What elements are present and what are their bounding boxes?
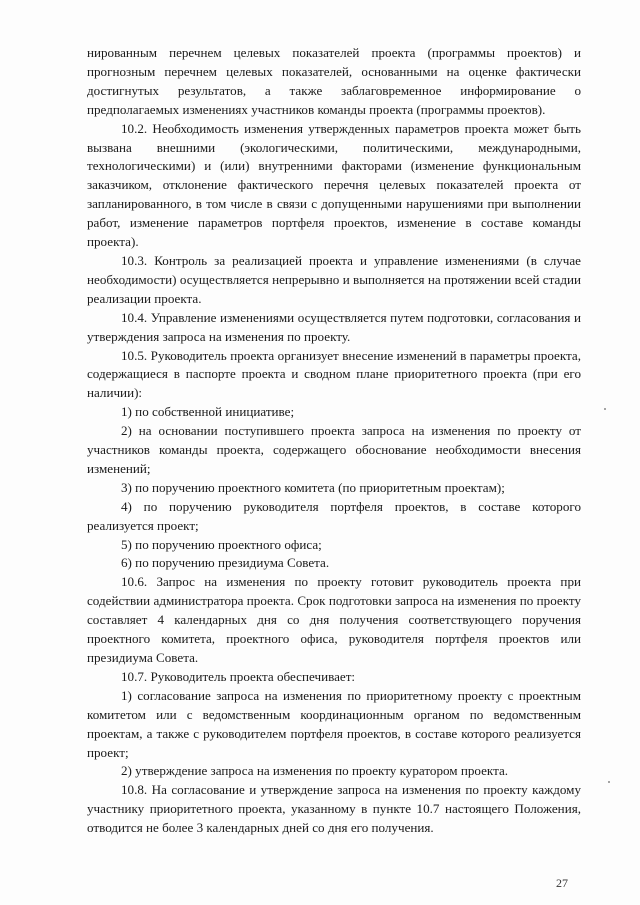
list-item-10-5-1: 1) по собственной инициативе; bbox=[121, 404, 295, 420]
list-item-10-5-4: 4) по поручению руководителя портфеля проектов, в составе которого реализуется проект; bbox=[87, 498, 581, 533]
paragraph-10-7: 10.7. Руководитель проекта обеспечивает: bbox=[121, 668, 356, 684]
page-body bbox=[87, 44, 581, 838]
list-item-10-5-6: 6) по поручению президиума Совета. bbox=[121, 555, 330, 571]
scan-speck bbox=[604, 408, 606, 410]
page-number: 27 bbox=[556, 876, 568, 890]
paragraph-10-4: 10.4. Управление изменениями осуществляется путем подготовки, согласования и утверждения запроса на изменения по проекту. bbox=[87, 309, 581, 344]
paragraph-continuation: нированным перечнем целевых показателей проекта (программы проектов) и прогнозным перечнем целевых показателей, основанными на оценке фактически достигнутых результатов, а также заблаговременное информирование о предполагаемых изменениях участников команды проекта (программы проектов). bbox=[87, 45, 581, 117]
paragraph-10-2: 10.2. Необходимость изменения утвержденных параметров проекта может быть вызвана внешними (экологическими, политическими, международными, технологическими) и (или) внутренними факторами (изменение функциональным заказчиком, отклонение фактического перечня целевых показателей проекта от запланированного, в том числе в связи с допущенными нарушениями при выполнении работ, изменение параметров портфеля проектов, изменение в составе команды проекта). bbox=[87, 120, 581, 250]
paragraph-10-6: 10.6. Запрос на изменения по проекту готовит руководитель проекта при содействии администратора проекта. Срок подготовки запроса на изменения по проекту составляет 4 календарных дня со дня получения соответствующего поручения проектного комитета, проектного офиса, руководителя портфеля проектов или президиума Совета. bbox=[87, 574, 581, 665]
list-item-10-5-3: 3) по поручению проектного комитета (по приоритетным проектам); bbox=[121, 479, 505, 495]
list-item-10-7-1: 1) согласование запроса на изменения по приоритетному проекту с проектным комитетом или с ведомственным координационным органом по ведомственным проектам, а также с руководителем портфеля проектов, в составе которого реализуется проект; bbox=[87, 687, 581, 760]
list-item-10-7-2: 2) утверждение запроса на изменения по проекту куратором проекта. bbox=[121, 763, 509, 779]
list-item-10-5-5: 5) по поручению проектного офиса; bbox=[121, 536, 322, 552]
list-item-10-5-2: 2) на основании поступившего проекта запроса на изменения по проекту от участников команды проекта, содержащего обоснование необходимости внесения изменений; bbox=[87, 423, 581, 476]
paragraph-10-8: 10.8. На согласование и утверждение запроса на изменения по проекту каждому участнику приоритетного проекта, указанному в пункте 10.7 настоящего Положения, отводится не более 3 календарных дней со дня его получения. bbox=[87, 782, 581, 836]
paragraph-10-5: 10.5. Руководитель проекта организует внесение изменений в параметры проекта, содержащиеся в паспорте проекта и сводном плане приоритетного проекта (при его наличии): bbox=[87, 347, 581, 401]
scan-speck bbox=[608, 781, 610, 783]
paragraph-10-3: 10.3. Контроль за реализацией проекта и управление изменениями (в случае необходимости) осуществляется непрерывно и выполняется на протяжении всей стадии реализации проекта. bbox=[87, 252, 581, 306]
